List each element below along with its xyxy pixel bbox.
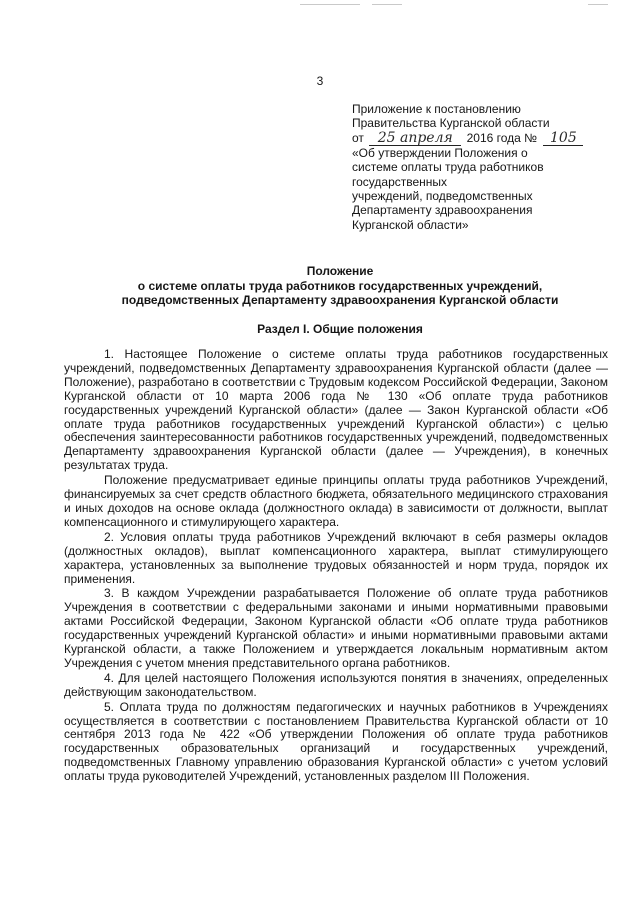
appendix-line-6: государственных (352, 174, 448, 189)
title-line-3: подведомственных Департаменту здравоохранения Курганской области (121, 293, 559, 307)
scan-artifact-line (300, 4, 360, 5)
document-title (60, 264, 620, 308)
paragraph: 2. Условия оплаты труда работников Учреждений включают в себя размеры окладов (должностных окладов), выплат компенсационного характера, выплат стимулирующего характера, установленных за выполнение трудовых обязанностей и норм труда, порядок их применения. (64, 529, 608, 586)
page-number: 3 (316, 74, 324, 88)
paragraph: 1. Настоящее Положение о системе оплаты труда работников государственных учреждений, подведомственных Департаменту здравоохранения Курганской области (далее — Положение), разработано в соответствии с Трудовым кодексом Российской Федерации, Законом Курганской области от 10 марта 2006 года № 130 «Об оплате труда работников государственных учреждений Курганской области» (далее — Закон Курганской области «Об оплате труда работников государственных учреждений Курганской области») с целью обеспечения заинтересованности работников государственных учреждений, подведомственных Департаменту здравоохранения Курганской области (далее — Учреждения), в конечных результатах труда. (64, 347, 608, 473)
appendix-line-7: учреждений, подведомственных (352, 189, 533, 204)
appendix-line-1: Приложение к постановлению (352, 102, 521, 116)
title-line-1: Положение (306, 264, 374, 278)
year-text: 2016 года № (466, 130, 538, 145)
scan-artifact-line (372, 4, 402, 5)
appendix-line-4: «Об утверждении Положения о (352, 145, 528, 160)
handwritten-number: 105 (543, 132, 583, 146)
appendix-date-line (352, 131, 622, 146)
appendix-line-2: Правительства Курганской области (352, 116, 550, 131)
paragraph: 4. Для целей настоящего Положения используются понятия в значениях, определенных действующим законодательством. (64, 670, 608, 699)
appendix-line-9: Курганской области» (352, 217, 469, 232)
paragraph: Положение предусматривает единые принципы оплаты труда работников Учреждений, финансируемых за счет средств областного бюджета, обязательного медицинского страхования и иных доходов на основе оклада (должностного оклада) в зависимости от должности, выплат компенсационного и стимулирующего характера. (64, 473, 608, 529)
appendix-reference (352, 102, 622, 232)
paragraph: 5. Оплата труда по должностям педагогических и научных работников в Учреждениях осуществляется в соответствии с постановлением Правительства Курганской области от 10 сентября 2013 года № 422 «Об утверждении Положения об оплате труда работников государственных образовательных организаций и государственных учреждений, подведомственных Главному управлению образования Курганской области» с учетом условий оплаты труда руководителей Учреждений, установленных разделом III Положения. (64, 699, 608, 784)
document-body (64, 348, 608, 785)
title-line-2: о системе оплаты труда работников государственных учреждений, (137, 278, 543, 293)
date-prefix: от (352, 130, 364, 145)
appendix-line-8: Департаменту здравоохранения (352, 203, 533, 218)
appendix-line-5: системе оплаты труда работников (352, 160, 544, 175)
scan-artifact-line (588, 4, 608, 5)
paragraph: 3. В каждом Учреждении разрабатывается Положение об оплате труда работников Учреждения в соответствии с федеральными законами и иными нормативными правовыми актами Российской Федерации, Законом Курганской области «Об оплате труда работников государственных учреждений Курганской области» и иными нормативными правовыми актами Курганской области, а также Положением и утверждается локальным нормативным актом Учреждения с учетом мнения представительного органа работников. (64, 586, 608, 670)
section-heading: Раздел I. Общие положения (257, 322, 423, 336)
handwritten-date: 25 апреля (369, 132, 461, 146)
